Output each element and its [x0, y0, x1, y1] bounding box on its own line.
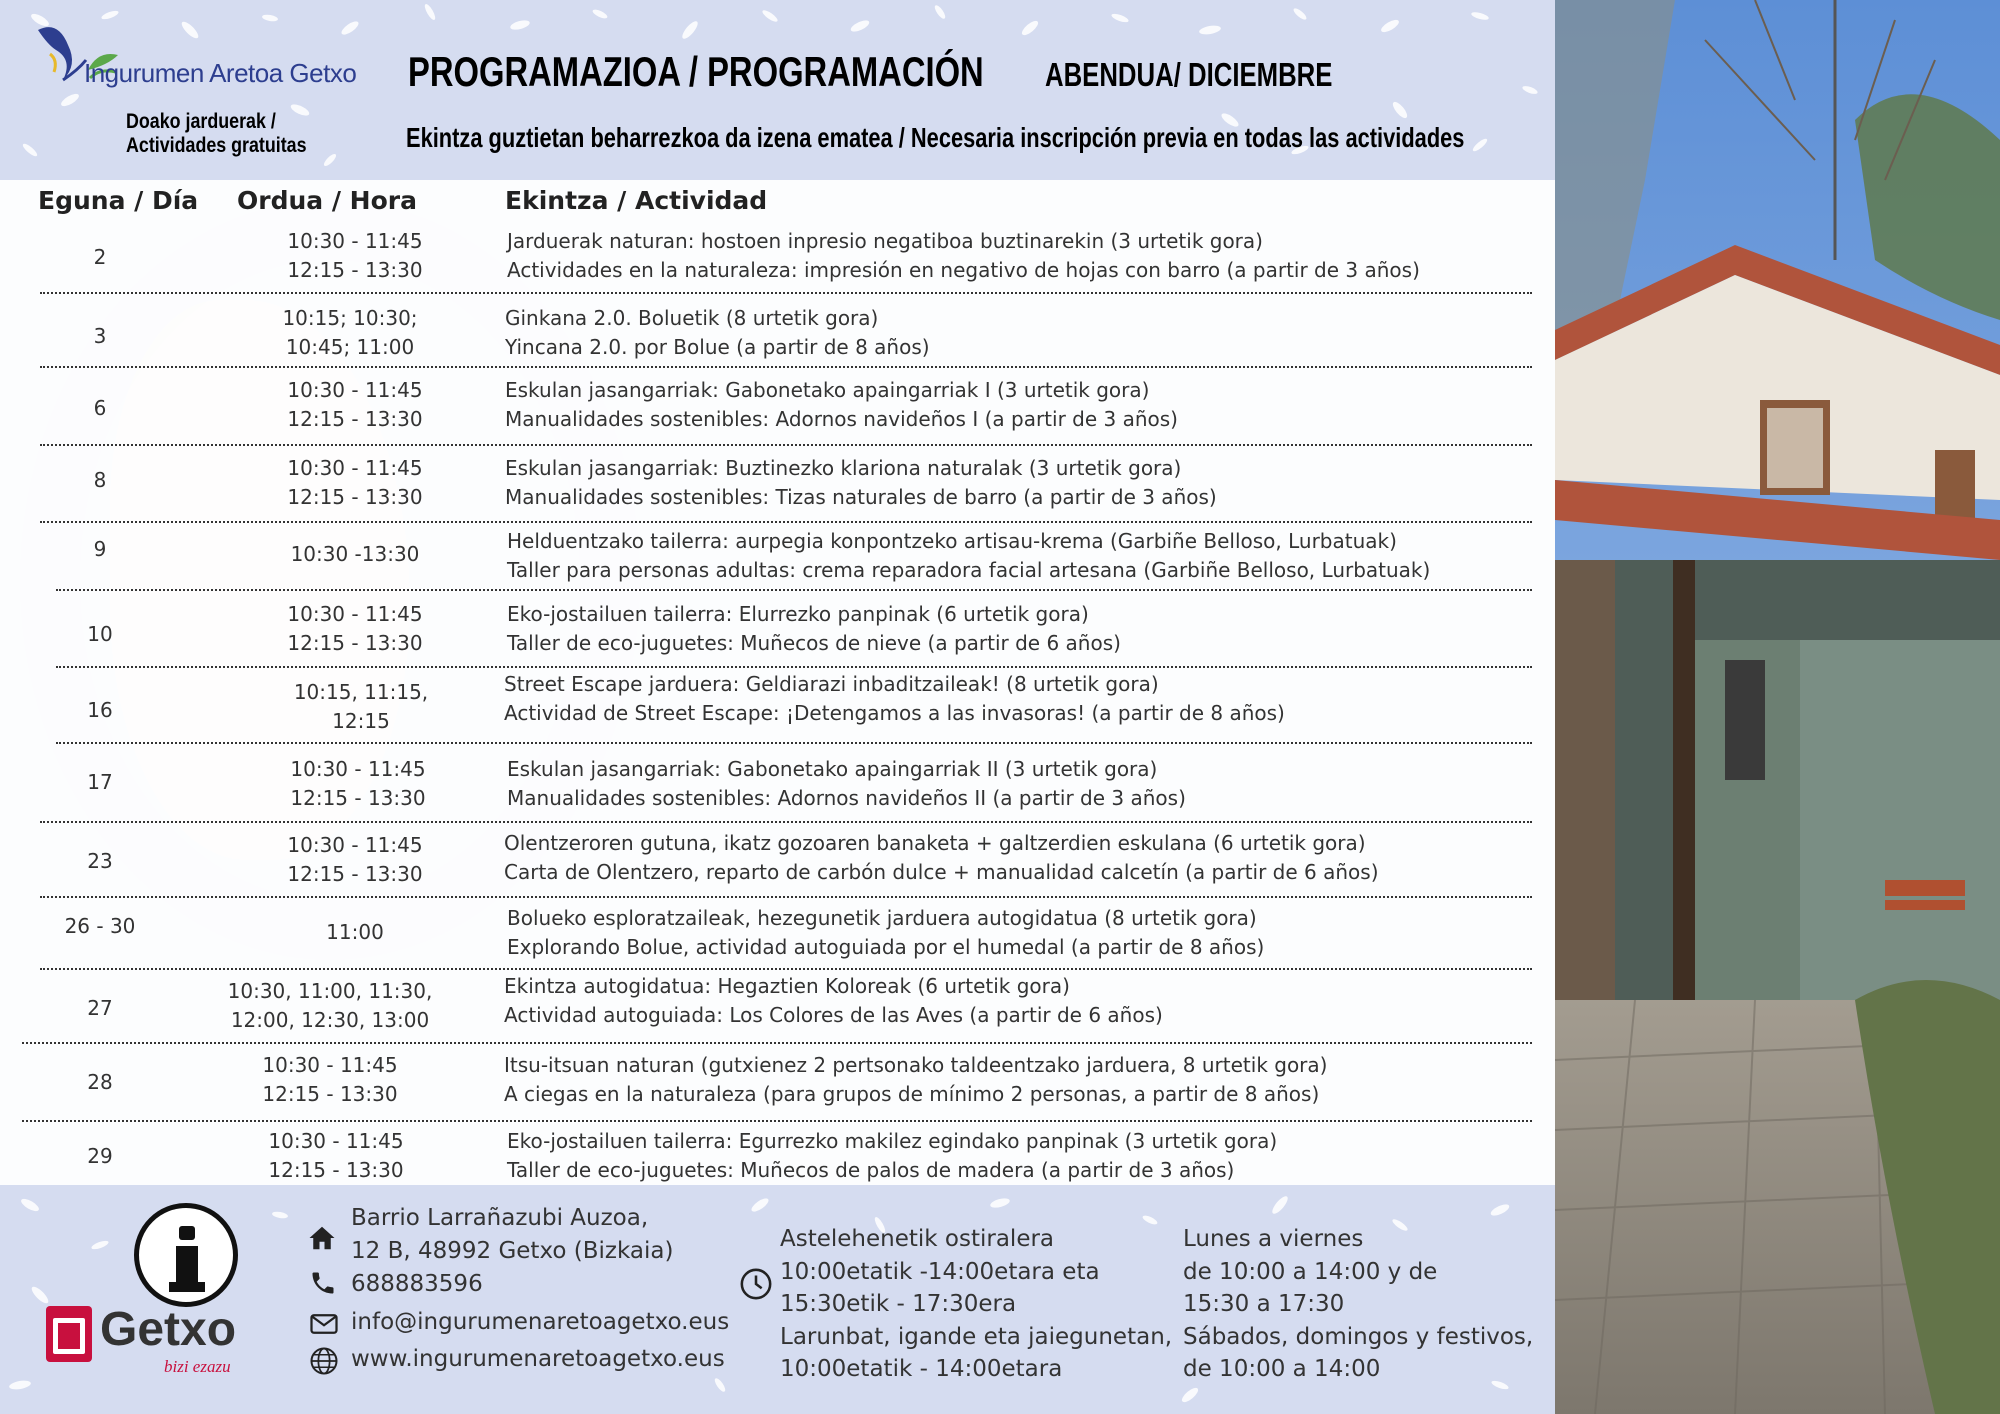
table-row: [40, 823, 1532, 898]
day-cell: 26 - 30: [64, 914, 136, 938]
column-header-day: Eguna / Día: [38, 186, 199, 215]
day-cell: 16: [87, 698, 113, 722]
page-title: PROGRAMAZIOA / PROGRAMACIÓN: [408, 48, 984, 95]
getxo-shield-icon: [46, 1306, 92, 1362]
day-cell: 3: [93, 324, 107, 348]
day-cell: 2: [93, 245, 107, 269]
activity-es: Taller de eco-juguetes: Muñecos de nieve (a partir de 6 años): [507, 631, 1121, 655]
info-icon: [134, 1203, 238, 1307]
hour-cell: [230, 376, 480, 434]
hour-line: 12:15 - 13:30: [287, 862, 423, 886]
activity-eu: Ekintza autogidatua: Hegaztien Koloreak (6 urtetik gora): [504, 974, 1070, 998]
activity-es: Actividades en la naturaleza: impresión en negativo de hojas con barro (a partir de 3 años): [507, 258, 1420, 282]
hour-line: 10:15, 11:15,: [293, 680, 429, 704]
phone-icon: [309, 1269, 337, 1297]
hour-line: 12:15 - 13:30: [287, 631, 423, 655]
hours-eu-line: 15:30etik - 17:30era: [780, 1291, 1017, 1317]
activity-es: Actividad autoguiada: Los Colores de las Aves (a partir de 6 años): [504, 1003, 1163, 1027]
table-row: [56, 591, 1532, 668]
activity-eu: Street Escape jarduera: Geldiarazi inbaditzaileak! (8 urtetik gora): [504, 672, 1159, 696]
column-header-activity: Ekintza / Actividad: [505, 186, 768, 215]
hour-line: 10:30 - 11:45: [262, 1053, 398, 1077]
hours-eu-line: 10:00etatik -14:00etara eta: [780, 1258, 1100, 1285]
table-row: [56, 523, 1532, 591]
phone-number[interactable]: 688883596: [351, 1271, 483, 1297]
hours-spanish: [1183, 1223, 1533, 1386]
activity-es: Manualidades sostenibles: Tizas naturales de barro (a partir de 3 años): [505, 485, 1217, 509]
activity-eu: Eko-jostailuen tailerra: Egurrezko makilez egindako panpinak (3 urtetik gora): [507, 1129, 1278, 1153]
hour-line: 12:15: [332, 709, 390, 733]
activity-eu: Jarduerak naturan: hostoen inpresio negatiboa buztinarekin (3 urtetik gora): [507, 229, 1263, 253]
email-link[interactable]: info@ingurumenaretoagetxo.eus: [351, 1309, 730, 1335]
activity-eu: Itsu-itsuan naturan (gutxienez 2 pertsonako taldeentzako jarduera, 8 urtetik gora): [504, 1053, 1328, 1077]
activity-cell: [507, 227, 1420, 285]
hour-line: 10:30 -13:30: [290, 542, 420, 566]
activity-cell: [507, 904, 1264, 962]
day-cell: 27: [87, 996, 113, 1020]
free-line-2: Actividades gratuitas: [126, 134, 307, 157]
activity-eu: Olentzeroren gutuna, ikatz gozoaren banaketa + galtzerdien eskulana (6 urtetik gora): [504, 831, 1366, 855]
hour-line: 10:30 - 11:45: [287, 833, 423, 857]
hour-cell: [205, 1051, 455, 1109]
address-line-1: Barrio Larrañazubi Auzoa,: [351, 1205, 649, 1231]
hours-es-line: de 10:00 a 14:00 y de: [1183, 1258, 1438, 1285]
hour-line: 12:15 - 13:30: [290, 786, 426, 810]
hour-line: 12:15 - 13:30: [268, 1158, 404, 1182]
hours-eu-line: 10:00etatik - 14:00etara: [780, 1356, 1063, 1382]
activity-cell: [505, 376, 1178, 434]
table-row: [40, 446, 1532, 523]
activity-cell: [504, 1051, 1327, 1109]
activity-cell: [505, 454, 1217, 512]
hour-cell: [230, 227, 480, 285]
activity-cell: [507, 600, 1121, 658]
hour-cell: [225, 304, 475, 362]
globe-icon: [309, 1346, 339, 1376]
table-row: [40, 294, 1532, 368]
hours-eu-line: Larunbat, igande eta jaiegunetan,: [780, 1323, 1173, 1350]
free-activities-label: [126, 110, 307, 158]
activity-eu: Eskulan jasangarriak: Buztinezko klariona naturalak (3 urtetik gora): [505, 456, 1182, 480]
hour-line: 12:15 - 13:30: [287, 407, 423, 431]
hour-cell: [230, 600, 480, 658]
building-photo: [1555, 0, 2000, 1414]
hour-line: 10:30 - 11:45: [287, 229, 423, 253]
activity-es: Actividad de Street Escape: ¡Detengamos a las invasoras! (a partir de 8 años): [504, 701, 1285, 725]
table-row: [40, 368, 1532, 446]
hour-cell: [233, 755, 483, 813]
month-label: ABENDUA/ DICIEMBRE: [1045, 56, 1333, 93]
table-row: [22, 1122, 1532, 1192]
hour-line: 12:00, 12:30, 13:00: [230, 1008, 430, 1032]
hour-line: 10:30 - 11:45: [287, 378, 423, 402]
hour-line: 10:30 - 11:45: [287, 602, 423, 626]
activity-eu: Eskulan jasangarriak: Gabonetako apaingarriak II (3 urtetik gora): [507, 757, 1158, 781]
getxo-logo-text: Getxo: [100, 1303, 237, 1356]
table-row: [40, 225, 1532, 294]
column-header-hour: Ordua / Hora: [237, 186, 417, 215]
hours-es-line: 15:30 a 17:30: [1183, 1291, 1345, 1317]
activity-es: Manualidades sostenibles: Adornos navideños I (a partir de 3 años): [505, 407, 1178, 431]
activity-cell: [507, 755, 1186, 813]
hour-cell: [230, 918, 480, 947]
hours-es-line: Sábados, domingos y festivos,: [1183, 1323, 1534, 1350]
day-cell: 17: [87, 770, 113, 794]
address-line-2: 12 B, 48992 Getxo (Bizkaia): [351, 1238, 674, 1264]
hour-line: 10:30 - 11:45: [268, 1129, 404, 1153]
hours-eu-line: Astelehenetik ostiralera: [780, 1226, 1055, 1252]
activity-cell: [504, 670, 1285, 728]
hour-cell: [230, 454, 480, 512]
activity-es: Taller de eco-juguetes: Muñecos de palos de madera (a partir de 3 años): [507, 1158, 1235, 1182]
activity-cell: [504, 829, 1379, 887]
day-cell: 8: [93, 468, 107, 492]
email-icon: [309, 1309, 339, 1339]
free-line-1: Doako jarduerak /: [126, 110, 276, 133]
logo-text: Ingurumen Aretoa Getxo: [84, 58, 357, 88]
hours-es-line: de 10:00 a 14:00: [1183, 1356, 1381, 1382]
day-cell: 23: [87, 849, 113, 873]
home-icon: [307, 1223, 337, 1253]
activity-cell: [507, 527, 1430, 585]
activity-eu: Helduentzako tailerra: aurpegia konpontzeko artisau-krema (Garbiñe Belloso, Lurbatuak): [507, 529, 1397, 553]
activity-eu: Bolueko esploratzaileak, hezegunetik jarduera autogidatua (8 urtetik gora): [507, 906, 1257, 930]
day-cell: 10: [87, 622, 113, 646]
hour-line: 10:30 - 11:45: [290, 757, 426, 781]
activity-es: Explorando Bolue, actividad autoguiada por el humedal (a partir de 8 años): [507, 935, 1265, 959]
table-row: [56, 744, 1532, 823]
hours-basque: [780, 1223, 1172, 1386]
activity-eu: Eskulan jasangarriak: Gabonetako apaingarriak I (3 urtetik gora): [505, 378, 1150, 402]
hours-es-line: Lunes a viernes: [1183, 1226, 1364, 1252]
day-cell: 29: [87, 1144, 113, 1168]
table-row: [56, 668, 1532, 744]
hour-cell: [230, 540, 480, 569]
day-cell: 9: [93, 537, 107, 561]
hour-cell: [230, 831, 480, 889]
activity-cell: [505, 304, 930, 362]
table-row: [22, 970, 1532, 1044]
table-row: [56, 898, 1532, 970]
hour-line: 10:30, 11:00, 11:30,: [227, 979, 433, 1003]
hour-line: 12:15 - 13:30: [287, 485, 423, 509]
hour-cell: [195, 977, 465, 1035]
activity-eu: Ginkana 2.0. Boluetik (8 urtetik gora): [505, 306, 879, 330]
hour-cell: [211, 1127, 461, 1185]
hour-line: 12:15 - 13:30: [287, 258, 423, 282]
hour-line: 12:15 - 13:30: [262, 1082, 398, 1106]
clock-icon: [739, 1267, 773, 1301]
hour-line: 10:30 - 11:45: [287, 456, 423, 480]
website-link[interactable]: www.ingurumenaretoagetxo.eus: [351, 1346, 725, 1372]
activity-eu: Eko-jostailuen tailerra: Elurrezko panpinak (6 urtetik gora): [507, 602, 1089, 626]
table-row: [22, 1044, 1532, 1122]
activity-cell: [504, 972, 1163, 1030]
hour-line: 11:00: [326, 920, 384, 944]
hour-line: 10:45; 11:00: [285, 335, 415, 359]
day-cell: 6: [93, 396, 107, 420]
registration-notice: Ekintza guztietan beharrezkoa da izena ematea / Necesaria inscripción previa en todas las actividades: [406, 122, 1465, 153]
hour-line: 10:15; 10:30;: [282, 306, 418, 330]
hour-cell: [236, 678, 486, 736]
activity-es: Yincana 2.0. por Bolue (a partir de 8 años): [505, 335, 930, 359]
activity-es: Carta de Olentzero, reparto de carbón dulce + manualidad calcetín (a partir de 6 años): [504, 860, 1379, 884]
activity-cell: [507, 1127, 1277, 1185]
day-cell: 28: [87, 1070, 113, 1094]
activity-es: Taller para personas adultas: crema reparadora facial artesana (Garbiñe Belloso, Lurbatuak): [507, 558, 1431, 582]
getxo-slogan: bizi ezazu: [164, 1357, 231, 1376]
activity-es: Manualidades sostenibles: Adornos navideños II (a partir de 3 años): [507, 786, 1186, 810]
activity-es: A ciegas en la naturaleza (para grupos de mínimo 2 personas, a partir de 8 años): [504, 1082, 1320, 1106]
